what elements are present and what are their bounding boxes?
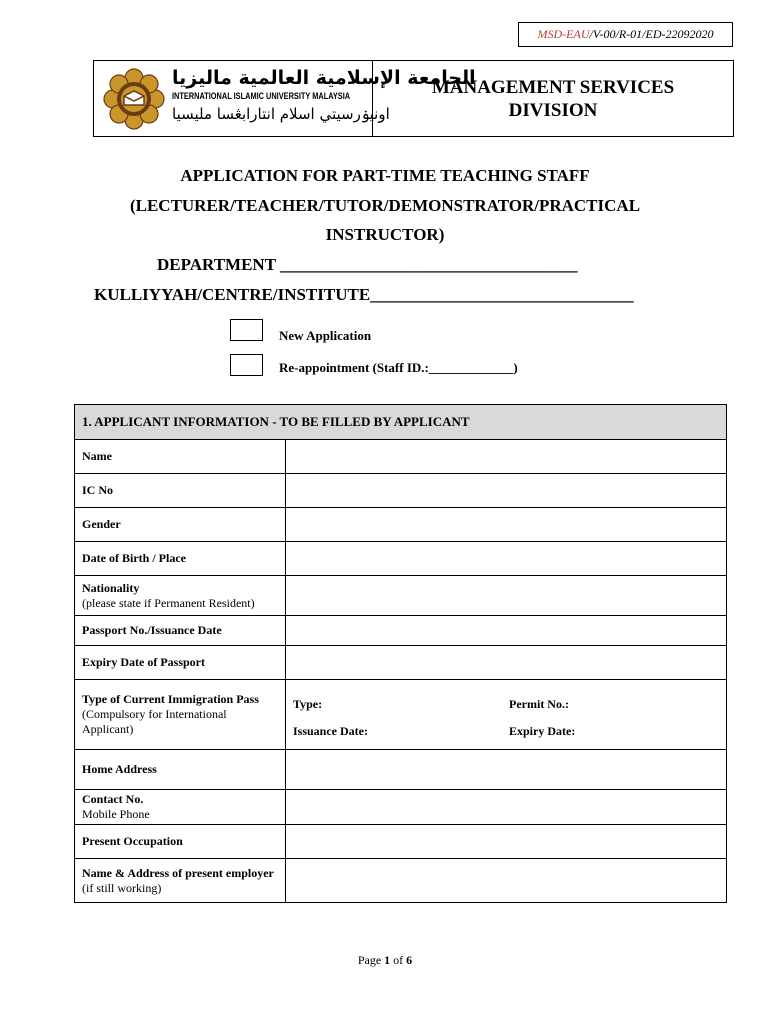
ic-label: IC No	[75, 474, 286, 508]
reappointment-label: Re-appointment (Staff ID.:_____________)	[279, 360, 518, 375]
table-row	[75, 750, 727, 790]
contact-input[interactable]	[286, 790, 727, 825]
issuance-date-label: Issuance Date:	[293, 723, 368, 738]
kulliyyah-field[interactable]: KULLIYYAH/CENTRE/INSTITUTE_______________________________	[94, 285, 634, 304]
contact-label-cell	[75, 790, 286, 825]
current-page-number: 1	[384, 953, 391, 967]
name-input[interactable]	[286, 440, 727, 474]
passport-expiry-input[interactable]	[286, 646, 727, 680]
document-code	[518, 22, 733, 47]
division-title-line1: MANAGEMENT SERVICES	[431, 76, 675, 98]
division-title-line2: DIVISION	[508, 99, 598, 121]
university-emblem-icon	[102, 67, 166, 131]
contact-label: Contact No.	[82, 792, 144, 806]
nationality-label-cell	[75, 576, 286, 616]
expiry-date-label: Expiry Date:	[509, 723, 576, 738]
passport-input[interactable]	[286, 616, 727, 646]
table-row	[75, 859, 727, 903]
table-row	[75, 680, 727, 750]
ic-input[interactable]	[286, 474, 727, 508]
table-row	[75, 542, 727, 576]
logo-english-name: INTERNATIONAL ISLAMIC UNIVERSITY MALAYSIA	[172, 91, 351, 101]
university-logo-cell	[94, 61, 476, 136]
page-footer	[0, 953, 770, 968]
employer-label: Name & Address of present employer	[82, 865, 274, 880]
department-field[interactable]: DEPARTMENT ___________________________________	[157, 255, 578, 274]
form-title-line1: APPLICATION FOR PART-TIME TEACHING STAFF	[180, 166, 590, 185]
form-title-line3: INSTRUCTOR)	[325, 225, 445, 244]
nationality-input[interactable]	[286, 576, 727, 616]
table-row	[75, 616, 727, 646]
document-code-prefix: MSD-EAU	[537, 27, 590, 41]
table-row	[75, 790, 727, 825]
header-table	[93, 60, 734, 137]
dob-label: Date of Birth / Place	[75, 542, 286, 576]
home-address-label: Home Address	[75, 750, 286, 790]
occupation-label: Present Occupation	[75, 825, 286, 859]
employer-input[interactable]	[286, 859, 727, 903]
employer-note: (if still working)	[82, 880, 162, 895]
immigration-pass-cell[interactable]	[286, 680, 727, 750]
table-row	[75, 440, 727, 474]
logo-jawi-name: اونيۏرسيتي اسلام انتارابڠسا مليسيا	[172, 105, 390, 123]
contact-note: Mobile Phone	[82, 807, 150, 821]
logo-arabic-name: الجامعة الإسلامية العالمية ماليزيا	[172, 67, 476, 89]
immigration-label-cell	[75, 680, 286, 750]
employer-label-cell	[75, 859, 286, 903]
table-row	[75, 825, 727, 859]
gender-label: Gender	[75, 508, 286, 542]
division-title-cell	[373, 61, 733, 136]
page-word: Page	[357, 953, 382, 967]
applicant-information-table	[74, 404, 727, 903]
table-row	[75, 576, 727, 616]
section-heading: 1. APPLICANT INFORMATION - TO BE FILLED BY APPLICANT	[75, 405, 727, 440]
total-page-number: 6	[406, 953, 413, 967]
passport-expiry-label: Expiry Date of Passport	[75, 646, 286, 680]
occupation-input[interactable]	[286, 825, 727, 859]
table-row	[75, 508, 727, 542]
new-application-checkbox[interactable]	[230, 319, 263, 341]
new-application-label: New Application	[279, 328, 372, 343]
nationality-label: Nationality	[82, 580, 140, 595]
nationality-note: (please state if Permanent Resident)	[82, 595, 255, 610]
gender-input[interactable]	[286, 508, 727, 542]
reappointment-checkbox[interactable]	[230, 354, 263, 376]
permit-no-label: Permit No.:	[509, 696, 569, 711]
passport-label: Passport No./Issuance Date	[75, 616, 286, 646]
of-word: of	[393, 953, 404, 967]
immigration-label: Type of Current Immigration Pass	[82, 692, 259, 706]
form-title-line2: (LECTURER/TEACHER/TUTOR/DEMONSTRATOR/PRACTICAL	[129, 196, 641, 215]
table-row	[75, 646, 727, 680]
document-code-suffix: /V-00/R-01/ED-22092020	[589, 27, 714, 41]
immigration-note: (Compulsory for International Applicant)	[82, 707, 227, 736]
dob-input[interactable]	[286, 542, 727, 576]
home-address-input[interactable]	[286, 750, 727, 790]
table-row	[75, 474, 727, 508]
name-label: Name	[75, 440, 286, 474]
pass-type-label: Type:	[293, 696, 323, 711]
